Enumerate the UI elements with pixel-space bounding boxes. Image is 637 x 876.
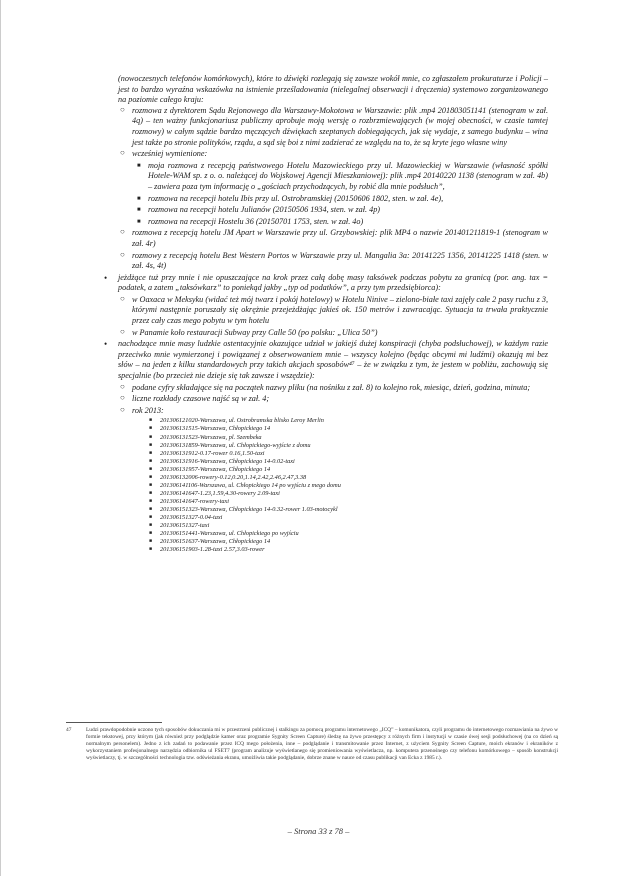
bullet-circle-icon: ○ — [120, 293, 125, 303]
recording-text: 201306141647-rowery-taxi — [160, 497, 230, 505]
bullet-square-icon: ■ — [137, 207, 141, 214]
list-item-text: w Oaxaca w Meksyku (widać też mój twarz i pokój hotelowy) w Hotelu Ninive – zielono-białe taxi zajęły całe 2 pasy ruchu z 3, którymi następnie poruszały się okrężnie przejeżdżając jakieś ok. 150 metrów i zawracając. Sytuacja ta trwała praktycznie przez cały czas mego pobytu w tym hotelu — [132, 294, 548, 326]
list-item — [120, 104, 548, 148]
bullet-circle-icon: ○ — [120, 104, 125, 114]
bullet-square-icon: ■ — [137, 218, 141, 225]
recording-text: 201306141647-1.23,1.59,4.30-rowery 2.09-taxi — [160, 489, 280, 497]
bullet-square-icon: ■ — [149, 434, 153, 440]
list-item-text: rozmowy z recepcją hotelu Best Western Portos w Warszawie przy ul. Mangalia 3a: 20141225 1356, 20141225 1418 (sten. w zał. 4s, 4t) — [132, 250, 548, 271]
list-item — [104, 339, 548, 381]
footnote-separator — [66, 722, 162, 723]
recording-item — [149, 449, 548, 458]
recording-item — [149, 441, 548, 450]
bullet-square-icon: ■ — [149, 458, 153, 464]
list-item — [120, 381, 548, 394]
bullet-square-icon: ■ — [149, 426, 153, 432]
list-item — [137, 216, 548, 228]
bullet-square-icon: ■ — [137, 195, 141, 202]
recording-item — [149, 457, 548, 466]
list-item — [120, 326, 548, 339]
recordings-list — [149, 417, 548, 554]
bullet-square-icon: ■ — [149, 531, 153, 537]
list-item-text: wcześniej wymienione: — [132, 149, 208, 159]
list-item-text: rozmowa z dyrektorem Sądu Rejonowego dla Warszawy-Mokotowa w Warszawie: plik .mp4 201803051141 (stenogram w zał. 4q) – ten ważny funkcjonariusz publiczny aprobuje moją wersję o rozbrzmiewających (w mojej obecności, w czasie tamtej rozmowy) w całym sądzie bardzo męczących dźwiękach szeptanych dobiegających, jak się wydaje, z samego budynku – wina jest także po stronie polityków, rządu, a sąd się boi z nimi zadzierać ze względu na to, że są kryte jego własne winy — [132, 105, 548, 147]
recording-item — [149, 538, 548, 546]
list-item-text: podane cyfry składające się na początek nazwy pliku (na nośniku z zał. 8) to kolejno rok, miesiąc, dzień, godzina, minuta; — [132, 382, 531, 392]
recording-item — [149, 546, 548, 554]
scan-edge — [0, 0, 1, 876]
list-item-text: w Panamie koło restauracji Subway przy Calle 50 (po polsku: „Ulica 50”) — [132, 327, 378, 337]
recording-text: 201306141106-Warszawa, ul. Chłopickiego 14 po wyjściu z mego domu — [160, 481, 341, 489]
bullet-square-icon: ■ — [149, 539, 153, 545]
recording-item — [149, 433, 548, 442]
list-item — [120, 393, 548, 405]
recording-item — [149, 425, 548, 433]
list-item-text: moja rozmowa z recepcją państwowego Hotelu Mazowieckiego przy ul. Mazowieckiej w Warszawie (własność spółki Hotele-WAM sp. z o. o. należącej do Wojskowej Agencji Mieszkaniowej): plik .mp4 20140220 1138 (stenogram w zał. 4b) – zawiera poza tym informację o „gościach przychodzących, by robić dla mnie podsłuch”, — [148, 160, 548, 191]
recording-item — [149, 481, 548, 490]
recording-item — [149, 465, 548, 474]
list-item-text: jeżdżące tuż przy mnie i nie opuszczające na krok przez całą dobę masy taksówek podczas pobytu za granicą (por. ang. tax = podatek, a zatem „taksówkarz” to poniekąd jakby „typ od podatków”, a przy tym przedsiębiorca): — [118, 272, 548, 293]
intro-paragraph: (nowoczesnych telefonów komórkowych), które to dźwięki rozlegają się zawsze wokół mnie, co zgłaszałem prokuraturze i Policji – jest to bardzo wyraźna wskazówka na istnienie prześladowania (nielegalnej obserwacji i dręczenia) systemowo zorganizowanego na poziomie całego kraju: — [118, 74, 548, 105]
bullet-square-icon: ■ — [149, 442, 153, 448]
list-item — [120, 404, 548, 417]
recording-item — [149, 473, 548, 482]
list-item — [137, 193, 548, 205]
bullet-square-icon: ■ — [149, 523, 153, 529]
recording-text: 201306151903-1.28-taxi 2.57,3.03-rower — [160, 546, 265, 554]
recording-text: 201306121020-Warszawa, ul. Ostrobramska blisko Leroy Merlin — [160, 417, 324, 425]
list-item — [120, 293, 548, 327]
bullet-square-icon: ■ — [149, 547, 153, 553]
recording-item — [149, 513, 548, 522]
footnote-text: Ludzi prawdopodobnie uczono tych sposobów dokuczania mi w przestrzeni publicznej i stalkingu za pomocą programu internetowego „ICQ” – komunikatora, czyli programu do internetowego rozmawiania na żywo w formie tekstowej, przy którym (jak również przy podglądzie kamer oraz programie Sygnity Screen Capture) śledzę na żywo przestępcy z różnych firm i instytucji w czasie ówej sesji podsłuchowej (na co dzień są normalnym personelem). Jedno z ich zadań to podawanie przez ICQ mego położenia, inne – podglądanie i transmitowanie przez Internet, z użyciem Sygnity Screen Capture, moich ekranów i ekraników z wykorzystaniem profesjonalnego narzędzia odbiornika ul FSET7 (program analizuje wyświetlanego się promieniowania wyświetlacza, np. komputera przenośnego czy telefonu komórkowego – sposób konstrukcji wyświetlaczy, tj. w szczególności technologia tzw. odświeżania ekranu, umożliwia takie podglądanie, dobrze znane w nauce od czasu publikacji van Ecka z 1985 r.). — [86, 727, 558, 761]
list-item — [120, 227, 548, 249]
page-number: – Strona 33 z 78 – — [287, 826, 350, 836]
bullet-square-icon: ■ — [149, 506, 153, 512]
recording-text: 201306131912-0.17-rower 0.16,1.50-taxi — [160, 449, 265, 457]
recording-item — [149, 522, 548, 530]
bullet-circle-icon: ○ — [120, 404, 125, 414]
list-item-text: rok 2013: — [132, 405, 164, 415]
bullet-dot-icon: • — [104, 272, 108, 283]
list-item — [137, 160, 548, 193]
list-item — [104, 272, 548, 294]
footnote-number: 47 — [66, 727, 72, 733]
recording-item — [149, 417, 548, 425]
bullet-square-icon: ■ — [149, 514, 153, 520]
recording-text: 201306131515-Warszawa, Chłopickiego 14 — [160, 425, 271, 433]
recording-item — [149, 497, 548, 506]
list-item-text: rozmowa na recepcji Hostelu 36 (20150701 1753, sten. w zał. 4o) — [148, 216, 364, 226]
list-item-text: rozmowa z recepcją hotelu JM Apart w Warszawie przy ul. Grzybowskiej: plik MP4 o nazwie 201401211819-1 (stenogram w zał. 4r) — [132, 228, 548, 248]
bullet-circle-icon: ○ — [120, 249, 125, 259]
bullet-circle-icon: ○ — [120, 381, 125, 391]
list-item-text: rozmowa na recepcji hotelu Ibis przy ul. Ostrobramskiej (20150606 1802, sten. w zał. 4e), — [148, 193, 444, 203]
main-text — [104, 74, 548, 554]
bullet-square-icon: ■ — [149, 498, 153, 504]
bullet-square-icon: ■ — [149, 450, 153, 456]
bullet-square-icon: ■ — [149, 418, 153, 424]
bullet-circle-icon: ○ — [120, 148, 125, 158]
bullet-circle-icon: ○ — [120, 227, 125, 237]
bullet-circle-icon: ○ — [120, 393, 125, 403]
recording-text: 201306151327-taxi — [160, 522, 210, 530]
bullet-square-icon: ■ — [149, 466, 153, 472]
recording-text: 201306131957-Warszawa, Chłopickiego 14 — [160, 465, 271, 473]
recording-item — [149, 505, 548, 514]
bullet-square-icon: ■ — [149, 482, 153, 488]
recording-text: 201306151323-Warszawa, Chłopickiego 14-0.32-rower 1.03-motocykl — [160, 505, 338, 513]
bullet-square-icon: ■ — [137, 162, 141, 169]
bullet-circle-icon: ○ — [120, 326, 125, 336]
recording-item — [149, 489, 548, 498]
recording-text: 201306132006-rowery-0.12,0.20,1.14,2.42,2.46,2.47,3.38 — [160, 473, 307, 481]
bullet-dot-icon: • — [104, 339, 108, 350]
recording-text: 201306131523-Warszawa, pl. Szembeka — [160, 433, 262, 441]
list-item — [137, 205, 548, 216]
list-item — [120, 249, 548, 272]
recording-text: 201306151441-Warszawa, ul. Chłopickiego po wyjściu — [160, 530, 299, 538]
recording-text: 201306131916-Warszawa, Chłopickiego 14-0.02-taxi — [160, 457, 295, 465]
list-item — [120, 148, 548, 160]
recording-text: 201306151637-Warszawa, Chłopickiego 14 — [160, 538, 271, 546]
footnote — [66, 727, 558, 762]
list-item-text: nachodzące mnie masy ludzkie ostentacyjnie okazujące udział w jakiejś dużej konspiracji (chyba podsłuchowej), w każdym razie przeciwko mnie wymierzonej i powiązanej z obserwowaniem mnie – wszyscy kolejno (będąc obcymi mi ludźmi) okazują mi bez słów – na jeden z kilku standardowych przy takich akcjach sposobów⁴⁷ – że w związku z tym, że jestem w pobliżu, zachowują się specjalnie (bo przecież nie dzieje się tak zawsze i wszędzie): — [118, 339, 548, 381]
recording-text: 201306131859-Warszawa, ul. Chłopickiego-wyjście z domu — [160, 441, 311, 449]
list-item-text: liczne rozkłady czasowe najść są w zał. 4; — [132, 394, 270, 404]
recording-text: 201306151327-0.04-taxi — [160, 513, 223, 521]
list-item-text: rozmowa na recepcji hotelu Julianów (20150506 1934, sten. w zał. 4p) — [148, 205, 381, 215]
bullet-list — [104, 104, 548, 417]
bullet-square-icon: ■ — [149, 474, 153, 480]
bullet-square-icon: ■ — [149, 490, 153, 496]
recording-item — [149, 530, 548, 538]
